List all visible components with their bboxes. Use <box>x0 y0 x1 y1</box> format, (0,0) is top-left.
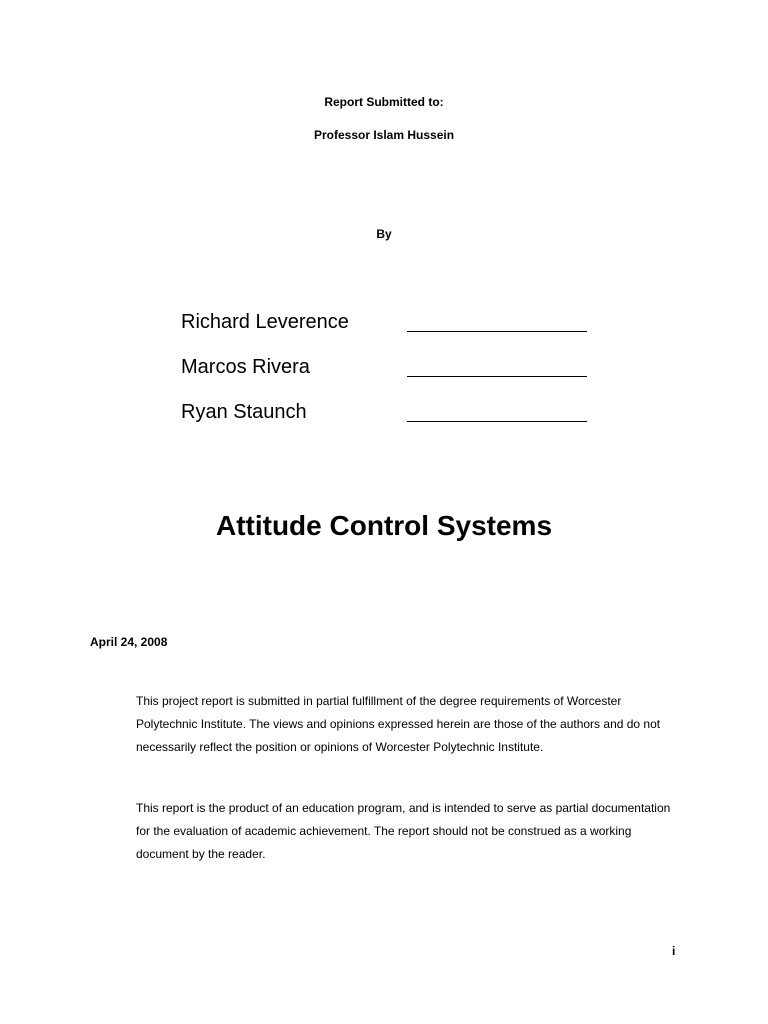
author-name: Ryan Staunch <box>181 401 307 423</box>
disclaimer-paragraph: This project report is submitted in partial fulfillment of the degree requirements of Worcester Polytechnic Institute. The views and opinions expressed herein are those of the authors and do not necessarily reflect the position or opinions of Worcester Polytechnic Institute. <box>136 694 661 754</box>
document-title: Attitude Control Systems <box>215 510 553 541</box>
signature-line <box>407 376 587 377</box>
author-name: Marcos Rivera <box>181 356 310 378</box>
author-row <box>181 353 601 381</box>
author-name: Richard Leverence <box>181 311 349 333</box>
submitted-to-label: Report Submitted to: <box>324 95 444 109</box>
report-date: April 24, 2008 <box>90 635 168 649</box>
professor-name: Professor Islam Hussein <box>313 128 455 142</box>
signature-line <box>407 331 587 332</box>
by-label: By <box>376 227 392 241</box>
author-row <box>181 308 601 336</box>
page-number: i <box>672 944 676 958</box>
author-row <box>181 398 601 426</box>
purpose-paragraph: This report is the product of an education program, and is intended to serve as partial documentation for the evaluation of academic achievement. The report should not be construed as a working document by the reader. <box>136 801 671 861</box>
signature-line <box>407 421 587 422</box>
